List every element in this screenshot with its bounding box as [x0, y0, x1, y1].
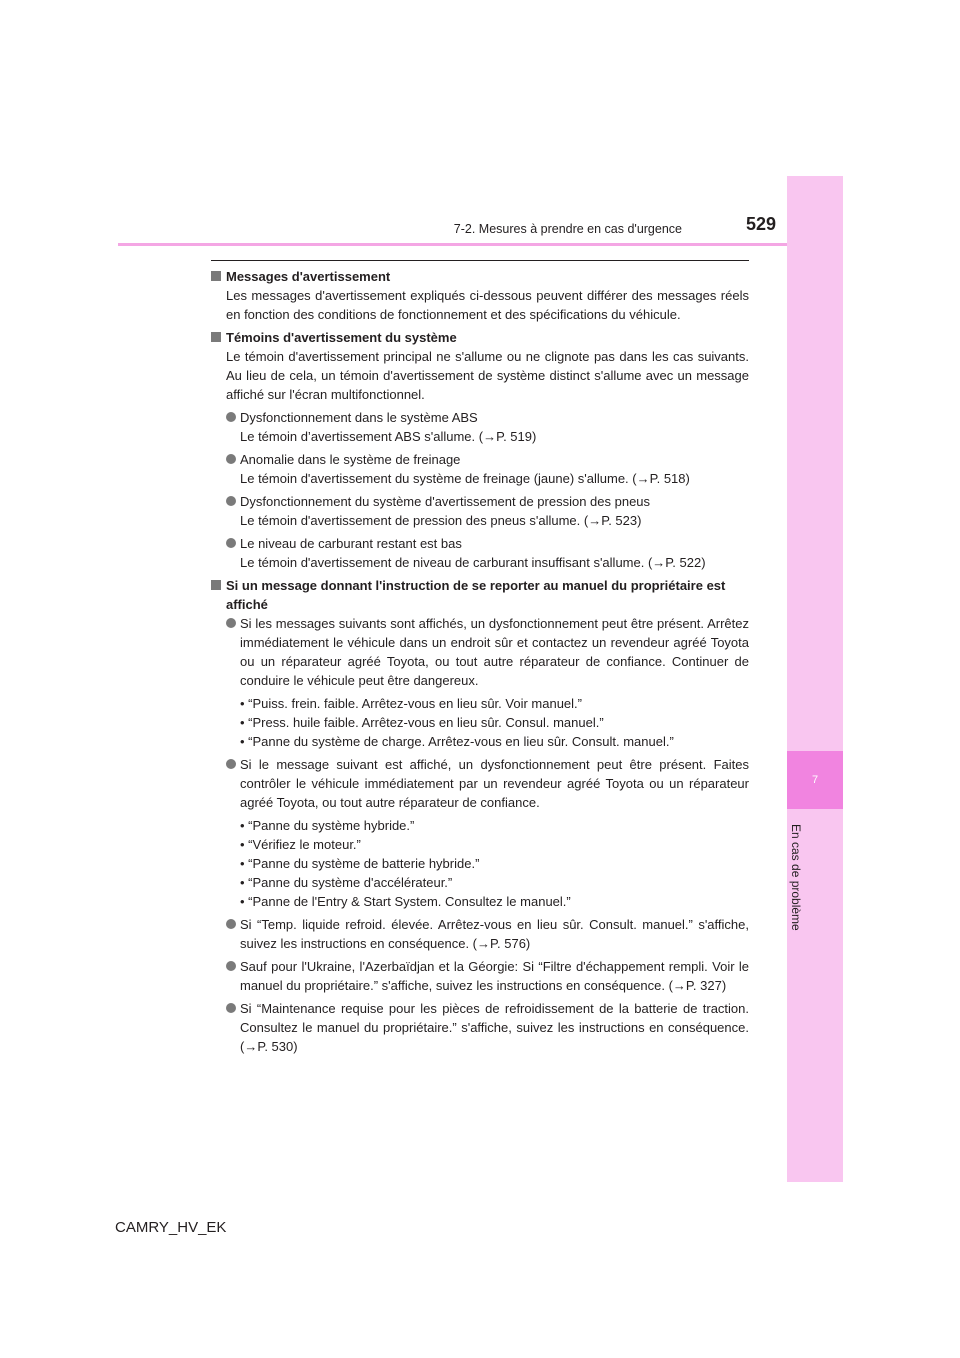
message-item: • “Panne du système de batterie hybride.” [240, 856, 480, 871]
message-item: • “Panne du système d'accélérateur.” [240, 875, 453, 890]
round-bullet-icon [226, 412, 236, 422]
square-bullet-icon [211, 271, 221, 281]
section-heading: Si un message donnant l'instruction de se reporter au manuel du propriétaire est affiché [211, 576, 749, 614]
round-bullet-icon [226, 919, 236, 929]
message-item: • “Press. huile faible. Arrêtez-vous en lieu sûr. Consul. manuel.” [240, 715, 604, 730]
message-list [211, 816, 749, 911]
round-bullet-icon [226, 538, 236, 548]
round-bullet-icon [226, 1003, 236, 1013]
list-item: Si “Temp. liquide refroid. élevée. Arrêtez-vous en lieu sûr. Consult. manuel.” s'affiche, suivez les instructions en conséquence. (→P. 576) [211, 915, 749, 953]
page-content [211, 267, 749, 1060]
list-item: Sauf pour l'Ukraine, l'Azerbaïdjan et la Géorgie: Si “Filtre d'échappement rempli. Voir le manuel du propriétaire.” s'affiche, suivez les instructions en conséquence. (→P. 327) [211, 957, 749, 995]
square-bullet-icon [211, 332, 221, 342]
section-owner-manual-message [211, 576, 749, 1056]
message-item: • “Panne du système hybride.” [240, 818, 415, 833]
page-number: 529 [745, 214, 776, 234]
list-item: Dysfonctionnement du système d'avertissement de pression des pneus Le témoin d'avertissement de pression des pneus s'allume. (→P. 523) [211, 492, 749, 530]
square-bullet-icon [211, 580, 221, 590]
list-item: Si le message suivant est affiché, un dysfonctionnement peut être présent. Faites contrôler le véhicule immédiatement par un revendeur agréé Toyota ou un réparateur agréé Toyota, ou tout autre réparateur de confiance. [211, 755, 749, 812]
round-bullet-icon [226, 454, 236, 464]
model-code: CAMRY_HV_EK [115, 1219, 227, 1236]
list-item: Dysfonctionnement dans le système ABS Le témoin d’avertissement ABS s'allume. (→P. 519) [211, 408, 749, 446]
round-bullet-icon [226, 961, 236, 971]
header-rule [118, 243, 787, 246]
round-bullet-icon [226, 759, 236, 769]
list-item: Si “Maintenance requise pour les pièces de refroidissement de la batterie de traction. Consultez le manuel du propriétaire.” s'affiche, suivez les instructions en conséquence. (→P. 530) [211, 999, 749, 1056]
section-heading: Témoins d'avertissement du système [211, 328, 749, 347]
round-bullet-icon [226, 496, 236, 506]
section-warning-messages [211, 267, 749, 324]
list-item: Si les messages suivants sont affichés, un dysfonctionnement peut être présent. Arrêtez immédiatement le véhicule dans un endroit sûr et contactez un revendeur agréé Toyota ou un réparateur agréé Toyota, ou tout autre réparateur de confiance. Continuer de conduire le véhicule peut être dangereux. [211, 614, 749, 690]
section-paragraph: Le témoin d'avertissement principal ne s'allume ou ne clignote pas dans les cas suivants. Au lieu de cela, un témoin d'avertissement de système distinct s'allume avec un message affiché sur l'écran multifonctionnel. [226, 349, 749, 402]
section-paragraph: Les messages d'avertissement expliqués ci-dessous peuvent différer des messages réels en fonction des conditions de fonctionnement et des spécifications du véhicule. [226, 288, 749, 322]
header-section-title: 7-2. Mesures à prendre en cas d'urgence [453, 222, 682, 236]
message-item: • “Panne de l'Entry & Start System. Consultez le manuel.” [240, 894, 571, 909]
message-item: • “Panne du système de charge. Arrêtez-vous en lieu sûr. Consult. manuel.” [240, 734, 674, 749]
content-top-rule [211, 260, 749, 261]
message-item: • “Vérifiez le moteur.” [240, 837, 361, 852]
chapter-number: 7 [787, 751, 843, 809]
section-heading: Messages d'avertissement [211, 267, 749, 286]
list-item: Anomalie dans le système de freinage Le témoin d'avertissement du système de freinage (jaune) s'allume. (→P. 518) [211, 450, 749, 488]
message-item: • “Puiss. frein. faible. Arrêtez-vous en lieu sûr. Voir manuel.” [240, 696, 582, 711]
section-system-warning-lights [211, 328, 749, 572]
list-item: Le niveau de carburant restant est bas Le témoin d'avertissement de niveau de carburant insuffisant s'allume. (→P. 522) [211, 534, 749, 572]
chapter-side-tab [787, 176, 843, 1182]
chapter-label: En cas de problème [789, 823, 803, 931]
round-bullet-icon [226, 618, 236, 628]
message-list [211, 694, 749, 751]
